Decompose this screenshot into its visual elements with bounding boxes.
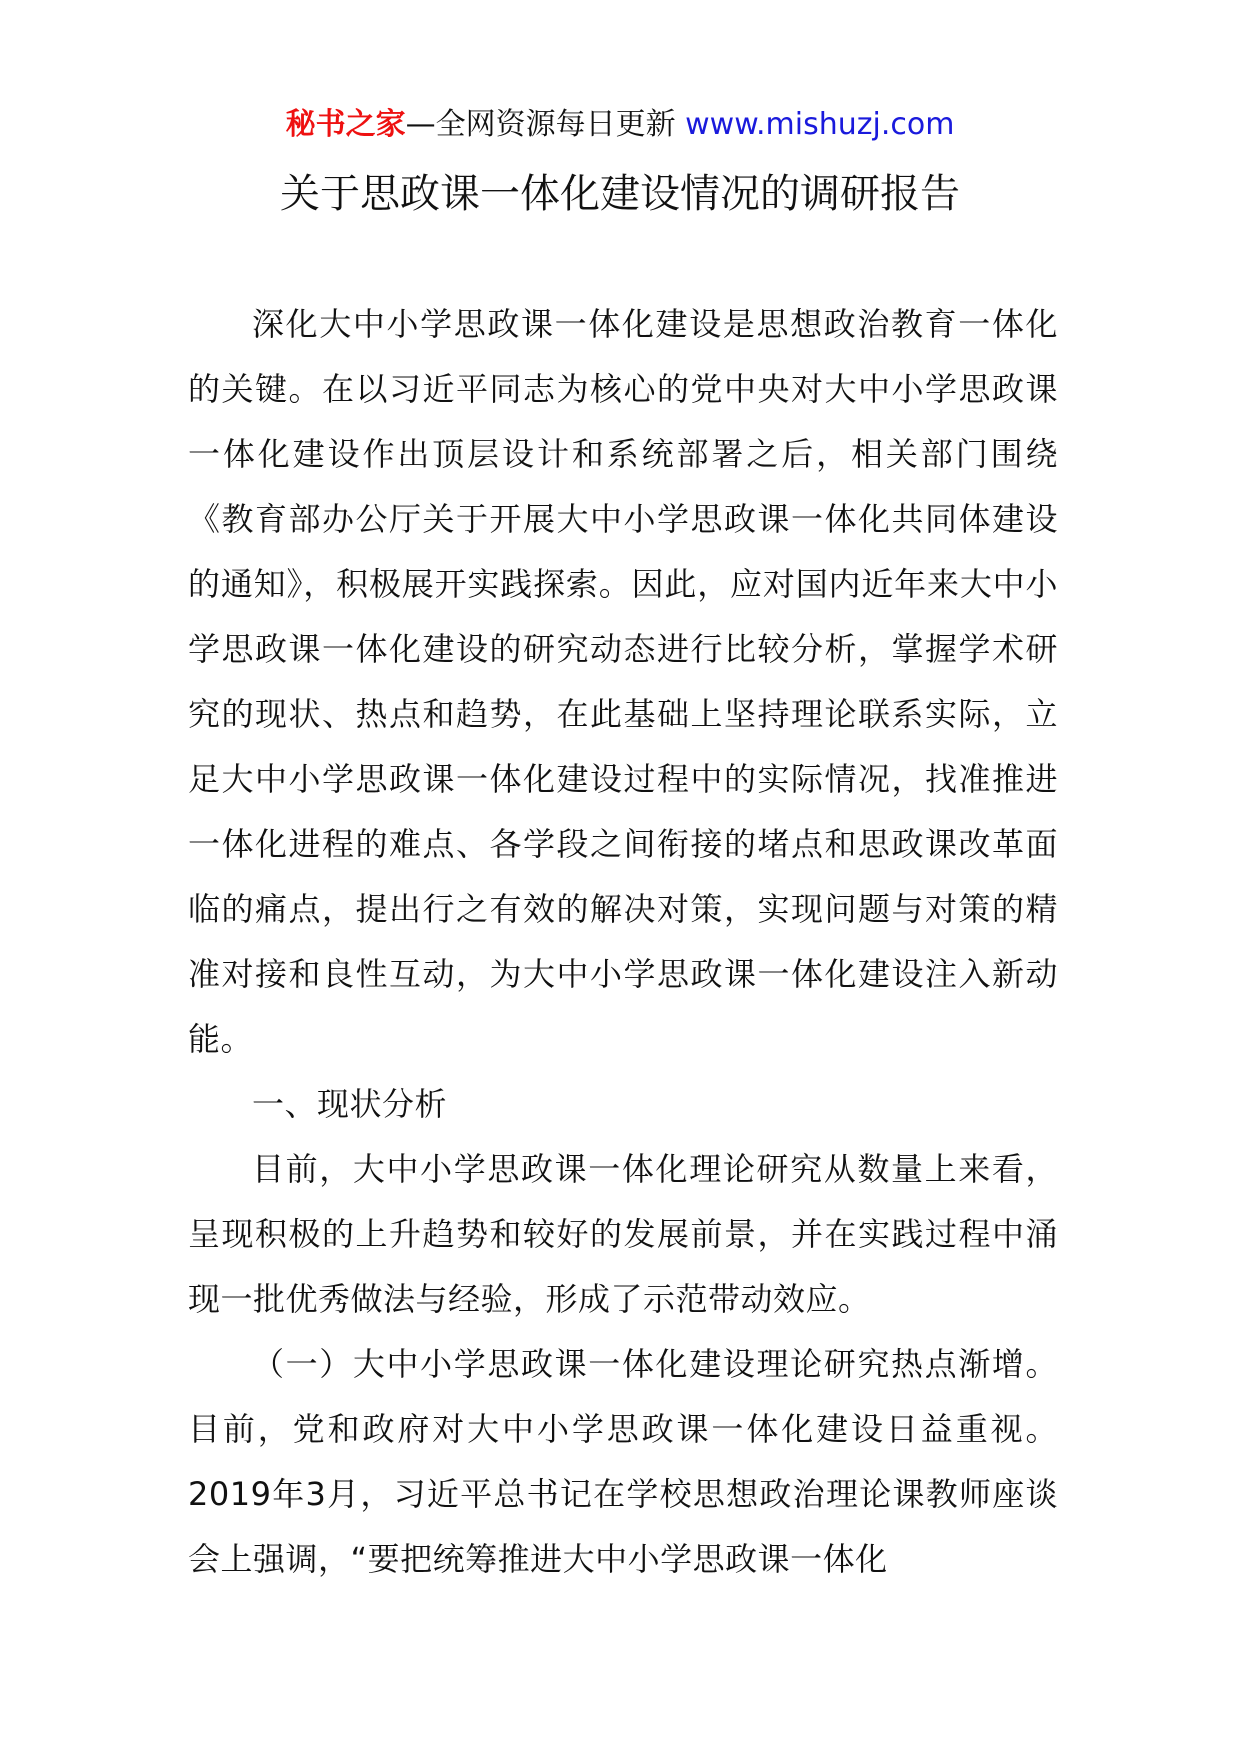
document-title: 关于思政课一体化建设情况的调研报告 [280, 171, 960, 217]
site-url-link[interactable]: www.mishuzj.com [685, 107, 955, 142]
site-tagline: —全网资源每日更新 [405, 107, 676, 142]
section-heading: 一、现状分析 [252, 1085, 448, 1123]
body-paragraph: （一）大中小学思政课一体化建设理论研究热点渐增。目前，党和政府对大中小学思政课一体化建设日益重视。2019年3月，习近平总书记在学校思想政治理论课教师座谈会上强调，“要把统筹推进大中小学思政课一体化 [188, 1345, 1058, 1578]
site-brand-name: 秘书之家 [285, 107, 406, 142]
site-banner [0, 103, 1240, 147]
document-body [188, 292, 1058, 1592]
intro-paragraph: 深化大中小学思政课一体化建设是思想政治教育一体化的关键。在以习近平同志为核心的党中央对大中小学思政课一体化建设作出顶层设计和系统部署之后，相关部门围绕《教育部办公厅关于开展大中小学思政课一体化共同体建设的通知》，积极展开实践探索。因此，应对国内近年来大中小学思政课一体化建设的研究动态进行比较分析，掌握学术研究的现状、热点和趋势，在此基础上坚持理论联系实际，立足大中小学思政课一体化建设过程中的实际情况，找准推进一体化进程的难点、各学段之间衔接的堵点和思政课改革面临的痛点，提出行之有效的解决对策，实现问题与对策的精准对接和良性互动，为大中小学思政课一体化建设注入新动能。 [188, 305, 1058, 1058]
body-paragraph: 目前，大中小学思政课一体化理论研究从数量上来看，呈现积极的上升趋势和较好的发展前景，并在实践过程中涌现一批优秀做法与经验，形成了示范带动效应。 [188, 1150, 1058, 1318]
